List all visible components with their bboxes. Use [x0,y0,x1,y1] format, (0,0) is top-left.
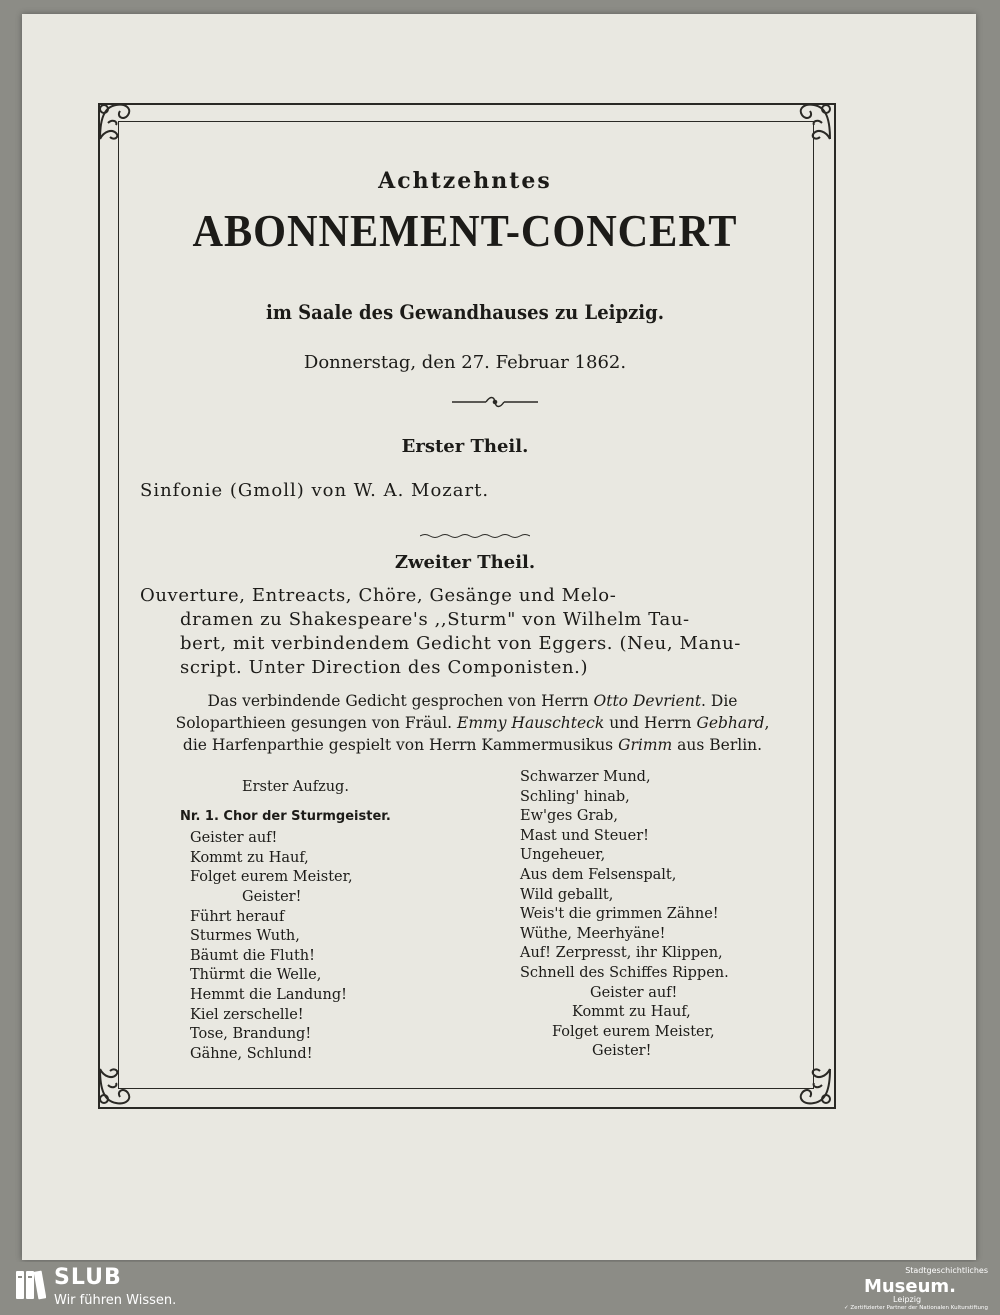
museum-name[interactable]: Museum. [863,1276,956,1297]
slub-logo-icon[interactable] [14,1268,46,1302]
verse-line: Wild geballt, [520,886,614,903]
corner-ornament-icon [790,99,836,145]
verse-line: Geister auf! [590,984,678,1001]
part-two-work-line: script. Unter Direction des Componisten.) [180,657,589,678]
verse-line: Geister auf! [190,830,278,847]
verse-line: Folget eurem Meister, [552,1023,715,1040]
verse-line: Bäumt die Fluth! [190,947,315,964]
verse-line: Ew'ges Grab, [520,808,618,825]
verse-line: Geister! [592,1043,652,1060]
note-text: und Herrn [604,714,697,732]
verse-line: Gähne, Schlund! [190,1045,313,1062]
verse-line: Weis't die grimmen Zähne! [520,906,719,923]
number-heading: Nr. 1. Chor der Sturmgeister. [180,808,391,824]
verse-line: Thürmt die Welle, [190,967,322,984]
concert-ordinal: Achtzehntes [378,168,552,194]
harpist-name: Grimm [618,736,673,754]
verse-line: Kommt zu Hauf, [190,849,309,866]
wavy-divider-icon [420,524,530,530]
singer-name: Emmy Hauschteck [457,714,605,732]
act-heading: Erster Aufzug. [242,779,349,795]
flourish-ornament-icon [450,394,540,408]
verse-line: Kiel zerschelle! [190,1006,304,1023]
note-text: die Harfenparthie gespielt von Herrn Kammermusikus [182,736,619,754]
part-one-heading: Erster Theil. [401,436,529,457]
verse-line: Wüthe, Meerhyäne! [520,925,666,942]
note-text: aus Berlin. [672,736,763,754]
verse-line: Kommt zu Hauf, [572,1004,691,1021]
verse-line: Aus dem Felsenspalt, [520,866,677,883]
part-one-work: Sinfonie (Gmoll) von W. A. Mozart. [140,480,490,501]
libretto-right-column [520,768,800,1062]
concert-date: Donnerstag, den 27. Februar 1862. [303,352,627,373]
libretto-left-column [180,778,460,1064]
verse-line: Ungeheuer, [520,847,606,864]
performers-note [140,690,805,756]
corner-ornament-icon [790,1063,836,1109]
verse-line: Folget eurem Meister, [190,869,353,886]
corner-ornament-icon [94,1063,140,1109]
verse-line: Hemmt die Landung! [190,986,347,1003]
concert-title: ABONNEMENT-CONCERT [192,205,738,256]
verse-line: Führt herauf [190,908,285,925]
corner-ornament-icon [94,99,140,145]
part-two-work-line: dramen zu Shakespeare's ,,Sturm" von Wilhelm Tau- [180,609,690,630]
note-text: Das verbindende Gedicht gesprochen von Herrn [207,692,594,710]
verse-line: Schling' hinab, [520,788,630,805]
verse-line: Tose, Brandung! [190,1026,312,1043]
library-footer [0,1262,1000,1315]
venue-line: im Saale des Gewandhauses zu Leipzig. [266,300,664,324]
note-text: Soloparthieen gesungen von Fräul. [175,714,458,732]
verse-line: Geister! [242,888,302,905]
singer-name: Gebhard [696,714,765,732]
part-two-work-line: bert, mit verbindendem Gedicht von Eggers. (Neu, Manu- [180,633,741,654]
museum-city: Leipzig [893,1295,922,1304]
verse-line: Schnell des Schiffes Rippen. [520,964,729,981]
museum-label: Stadtgeschichtliches [905,1266,988,1275]
verse-line: Auf! Zerpresst, ihr Klippen, [520,945,723,962]
speaker-name: Otto Devrient [593,692,702,710]
part-two-work-line: Ouverture, Entreacts, Chöre, Gesänge und Melo- [140,585,617,606]
verse-line: Sturmes Wuth, [190,928,300,945]
part-two-heading: Zweiter Theil. [394,552,536,573]
verse-line: Mast und Steuer! [520,827,649,844]
slub-name[interactable]: SLUB [54,1265,122,1290]
museum-certification: ✓ Zertifizierter Partner der Nationalen Kulturstiftung [844,1305,988,1311]
note-text: . Die [701,692,738,710]
verse-line: Schwarzer Mund, [520,769,651,785]
part-two-work [140,584,800,680]
slub-tagline: Wir führen Wissen. [54,1293,177,1308]
note-text: , [764,714,770,732]
